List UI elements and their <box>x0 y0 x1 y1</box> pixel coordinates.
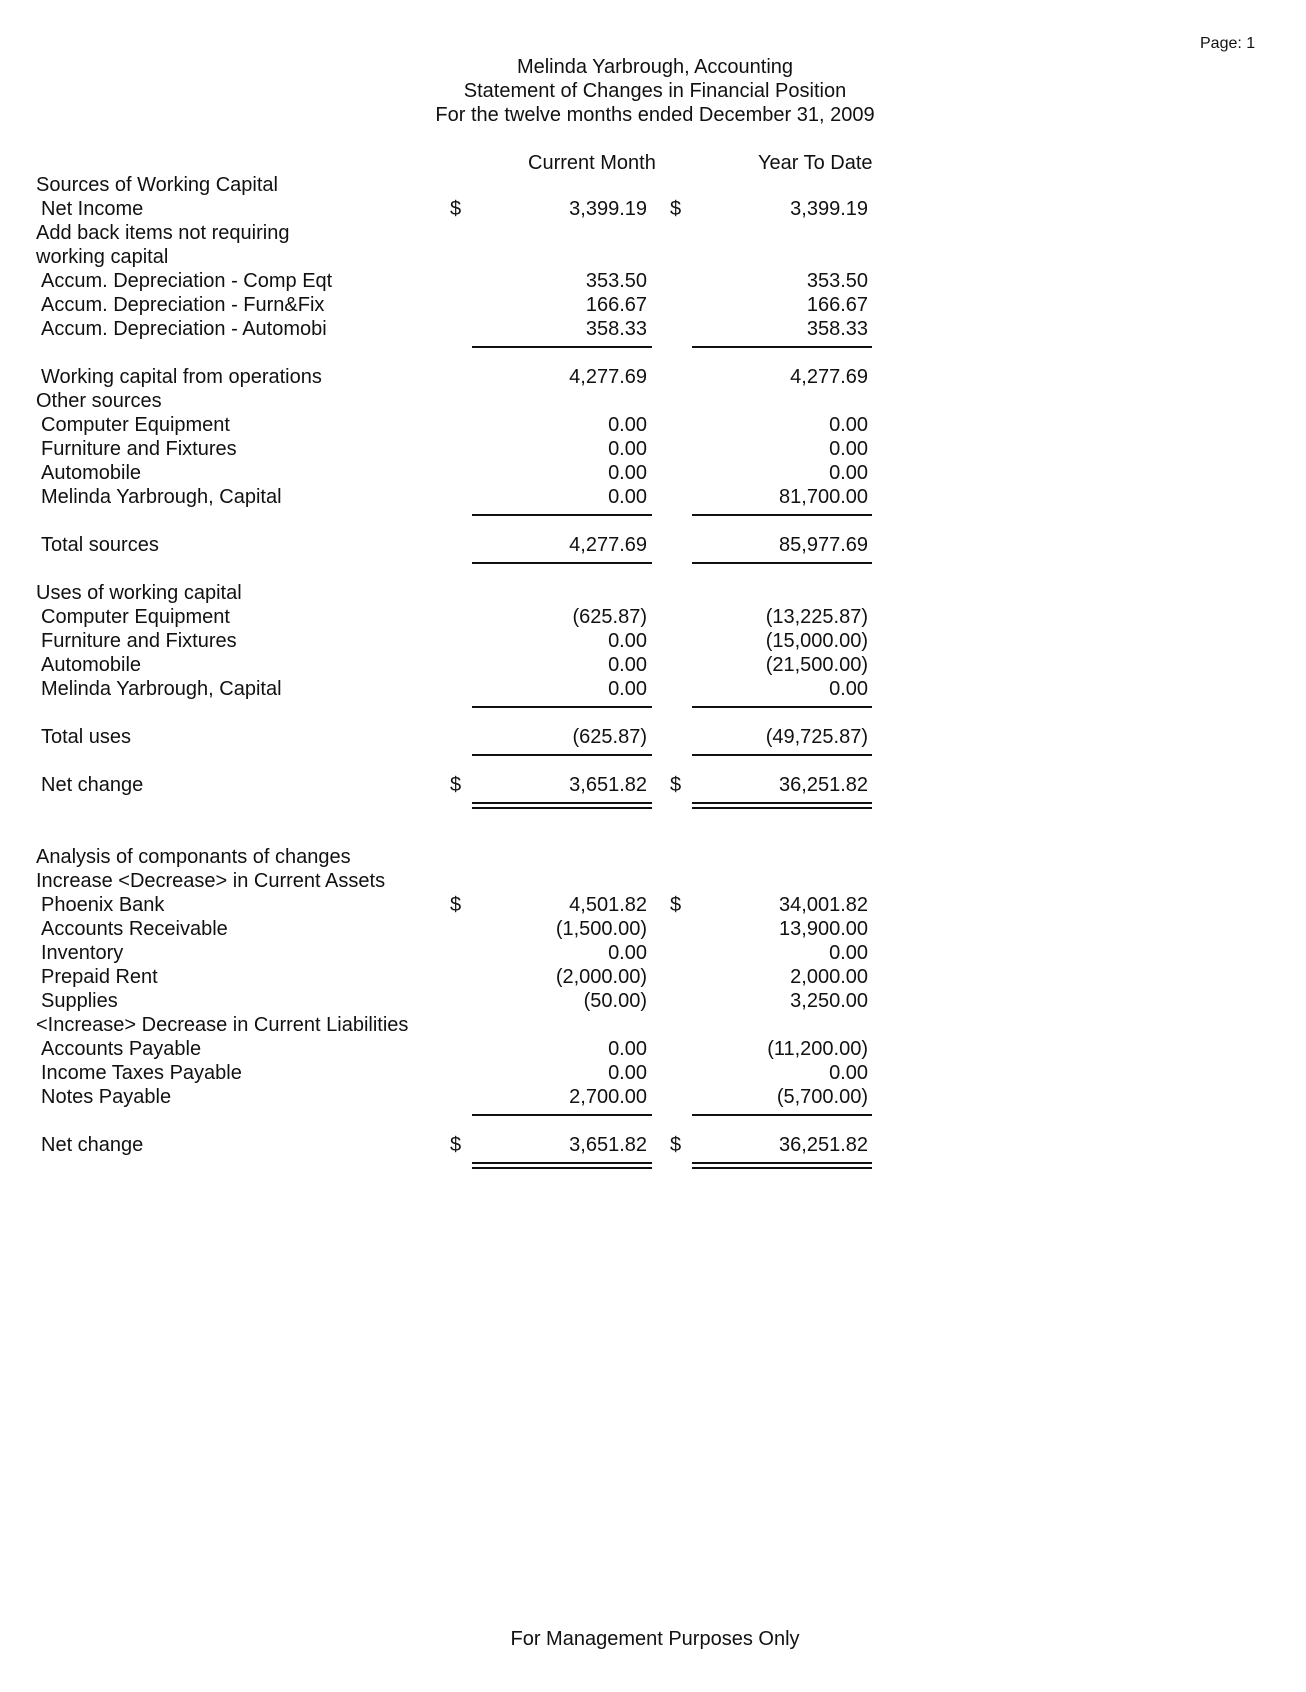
row-label: Furniture and Fixtures <box>41 630 237 652</box>
row-label: Melinda Yarbrough, Capital <box>41 678 282 700</box>
year-to-date-value: (5,700.00) <box>776 1086 868 1108</box>
current-month-value: (50.00) <box>583 990 647 1012</box>
statement-row <box>0 1062 1306 1086</box>
current-month-value: 3,651.82 <box>569 1134 647 1156</box>
current-month-value: 0.00 <box>608 438 647 460</box>
current-month-value: 358.33 <box>585 318 647 340</box>
dollar-sign: $ <box>670 1134 682 1156</box>
row-label: Working capital from operations <box>41 366 322 388</box>
year-to-date-value: 13,900.00 <box>779 918 868 940</box>
row-label: Automobile <box>41 654 142 676</box>
current-month-value: 3,399.19 <box>569 198 647 220</box>
dollar-sign: $ <box>670 894 682 916</box>
year-to-date-value: (11,200.00) <box>767 1038 868 1060</box>
statement-row <box>0 390 1306 414</box>
current-month-value: 0.00 <box>608 1038 647 1060</box>
year-to-date-value: 166.67 <box>806 294 868 316</box>
column-header-current-month: Current Month <box>528 152 656 174</box>
statement-row <box>0 534 1306 558</box>
year-to-date-value: 0.00 <box>829 438 868 460</box>
dollar-sign: $ <box>450 894 462 916</box>
statement-row <box>0 990 1306 1014</box>
statement-row <box>0 726 1306 750</box>
row-label: Automobile <box>41 462 142 484</box>
current-month-value: 0.00 <box>608 942 647 964</box>
page-footer: For Management Purposes Only <box>510 1628 800 1650</box>
row-label: Accum. Depreciation - Comp Eqt <box>41 270 333 292</box>
statement-row <box>0 222 1306 246</box>
subtotal-rule <box>692 562 872 564</box>
total-double-rule <box>692 1162 872 1164</box>
subtotal-rule <box>692 514 872 516</box>
year-to-date-value: (13,225.87) <box>765 606 868 628</box>
total-double-rule <box>472 802 652 804</box>
year-to-date-value: (15,000.00) <box>765 630 868 652</box>
statement-row <box>0 366 1306 390</box>
current-month-value: 4,277.69 <box>569 366 647 388</box>
row-label: Prepaid Rent <box>41 966 158 988</box>
statement-row <box>0 774 1306 798</box>
column-header-year-to-date: Year To Date <box>758 152 873 174</box>
current-month-value: (2,000.00) <box>555 966 647 988</box>
current-month-value: (625.87) <box>572 726 647 748</box>
year-to-date-value: (49,725.87) <box>765 726 868 748</box>
year-to-date-value: 358.33 <box>806 318 868 340</box>
statement-row <box>0 174 1306 198</box>
year-to-date-value: 36,251.82 <box>779 774 868 796</box>
statement-row <box>0 318 1306 342</box>
current-month-value: 0.00 <box>608 462 647 484</box>
subtotal-rule <box>692 346 872 348</box>
subtotal-rule <box>472 1114 652 1116</box>
year-to-date-value: 34,001.82 <box>779 894 868 916</box>
statement-row <box>0 438 1306 462</box>
statement-row <box>0 270 1306 294</box>
row-label: Melinda Yarbrough, Capital <box>41 486 282 508</box>
total-double-rule <box>472 1167 652 1169</box>
row-label: Analysis of componants of changes <box>36 846 351 868</box>
dollar-sign: $ <box>450 774 462 796</box>
row-label: working capital <box>36 246 169 268</box>
current-month-value: 0.00 <box>608 678 647 700</box>
subtotal-rule <box>472 562 652 564</box>
subtotal-rule <box>472 706 652 708</box>
statement-row <box>0 246 1306 270</box>
total-double-rule <box>472 807 652 809</box>
year-to-date-value: 0.00 <box>829 678 868 700</box>
current-month-value: 4,277.69 <box>569 534 647 556</box>
subtotal-rule <box>692 706 872 708</box>
row-label: Income Taxes Payable <box>41 1062 242 1084</box>
subtotal-rule <box>692 1114 872 1116</box>
year-to-date-value: (21,500.00) <box>765 654 868 676</box>
subtotal-rule <box>472 514 652 516</box>
statement-row <box>0 1134 1306 1158</box>
current-month-value: 3,651.82 <box>569 774 647 796</box>
total-double-rule <box>692 802 872 804</box>
dollar-sign: $ <box>670 198 682 220</box>
statement-row <box>0 414 1306 438</box>
statement-row <box>0 606 1306 630</box>
statement-row <box>0 486 1306 510</box>
statement-row <box>0 918 1306 942</box>
current-month-value: (625.87) <box>572 606 647 628</box>
total-double-rule <box>472 1162 652 1164</box>
row-label: Total sources <box>41 534 159 556</box>
current-month-value: (1,500.00) <box>555 918 647 940</box>
report-title: Statement of Changes in Financial Position <box>463 80 847 102</box>
statement-row <box>0 198 1306 222</box>
row-label: Accounts Payable <box>41 1038 202 1060</box>
year-to-date-value: 2,000.00 <box>790 966 868 988</box>
statement-row <box>0 630 1306 654</box>
year-to-date-value: 0.00 <box>829 414 868 436</box>
current-month-value: 0.00 <box>608 654 647 676</box>
year-to-date-value: 36,251.82 <box>779 1134 868 1156</box>
row-label: Net change <box>41 774 144 796</box>
row-label: Net change <box>41 1134 144 1156</box>
dollar-sign: $ <box>670 774 682 796</box>
subtotal-rule <box>472 346 652 348</box>
statement-row <box>0 582 1306 606</box>
row-label: Furniture and Fixtures <box>41 438 237 460</box>
page-number: Page: 1 <box>1200 35 1256 52</box>
current-month-value: 4,501.82 <box>569 894 647 916</box>
row-label: Notes Payable <box>41 1086 172 1108</box>
statement-row <box>0 870 1306 894</box>
year-to-date-value: 81,700.00 <box>779 486 868 508</box>
dollar-sign: $ <box>450 1134 462 1156</box>
statement-row <box>0 1038 1306 1062</box>
dollar-sign: $ <box>450 198 462 220</box>
current-month-value: 2,700.00 <box>569 1086 647 1108</box>
year-to-date-value: 4,277.69 <box>790 366 868 388</box>
year-to-date-value: 0.00 <box>829 462 868 484</box>
current-month-value: 0.00 <box>608 1062 647 1084</box>
statement-row <box>0 294 1306 318</box>
statement-row <box>0 894 1306 918</box>
current-month-value: 0.00 <box>608 414 647 436</box>
total-double-rule <box>692 1167 872 1169</box>
year-to-date-value: 0.00 <box>829 942 868 964</box>
year-to-date-value: 3,250.00 <box>790 990 868 1012</box>
statement-row <box>0 654 1306 678</box>
row-label: Supplies <box>41 990 118 1012</box>
row-label: Phoenix Bank <box>41 894 165 916</box>
row-label: Accum. Depreciation - Automobi <box>41 318 327 340</box>
year-to-date-value: 85,977.69 <box>779 534 868 556</box>
row-label: Computer Equipment <box>41 606 230 628</box>
subtotal-rule <box>692 754 872 756</box>
statement-row <box>0 462 1306 486</box>
row-label: <Increase> Decrease in Current Liabilities <box>36 1014 409 1036</box>
statement-row <box>0 846 1306 870</box>
row-label: Computer Equipment <box>41 414 230 436</box>
row-label: Add back items not requiring <box>36 222 290 244</box>
row-label: Uses of working capital <box>36 582 242 604</box>
row-label: Net Income <box>41 198 144 220</box>
current-month-value: 0.00 <box>608 486 647 508</box>
row-label: Increase <Decrease> in Current Assets <box>36 870 386 892</box>
year-to-date-value: 0.00 <box>829 1062 868 1084</box>
row-label: Other sources <box>36 390 162 412</box>
row-label: Accounts Receivable <box>41 918 228 940</box>
year-to-date-value: 353.50 <box>806 270 868 292</box>
statement-row <box>0 1014 1306 1038</box>
year-to-date-value: 3,399.19 <box>790 198 868 220</box>
row-label: Inventory <box>41 942 124 964</box>
current-month-value: 0.00 <box>608 630 647 652</box>
company-name: Melinda Yarbrough, Accounting <box>516 56 794 78</box>
total-double-rule <box>692 807 872 809</box>
current-month-value: 353.50 <box>585 270 647 292</box>
statement-row <box>0 1086 1306 1110</box>
statement-row <box>0 678 1306 702</box>
row-label: Accum. Depreciation - Furn&Fix <box>41 294 325 316</box>
statement-row <box>0 942 1306 966</box>
row-label: Sources of Working Capital <box>36 174 278 196</box>
row-label: Total uses <box>41 726 132 748</box>
subtotal-rule <box>472 754 652 756</box>
report-period: For the twelve months ended December 31, 2009 <box>435 104 875 126</box>
statement-row <box>0 966 1306 990</box>
current-month-value: 166.67 <box>585 294 647 316</box>
